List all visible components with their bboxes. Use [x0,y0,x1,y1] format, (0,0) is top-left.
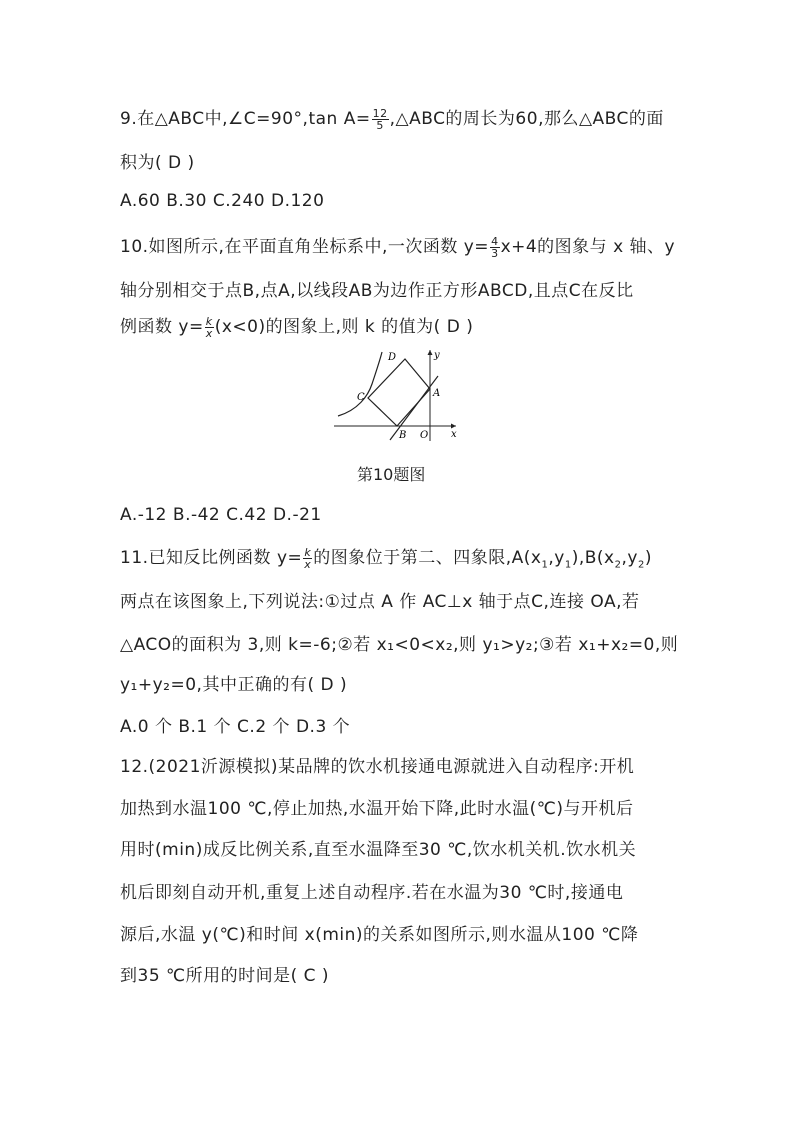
label-a: A [433,388,441,399]
q11-frac-den: x [304,557,312,571]
q11-l1-mid2: ),B(x [571,548,615,568]
linear-function-line [390,376,441,440]
q11-fraction [303,547,312,570]
q11-l1-suffix: 的图象位于第二、四象限,A(x [313,548,542,568]
q12-line-6: 到35 ℃所用的时间是( C ) [120,966,330,986]
q12-line-3: 用时(min)成反比例关系,直至水温降至30 ℃,饮水机关机.饮水机关 [120,840,637,860]
q11-l1-prefix: 11.已知反比例函数 y= [120,548,303,568]
q11-line-3: △ACO的面积为 3,则 k=-6;②若 x₁<0<x₂,则 y₁>y₂;③若 x₁+x₂=0,则 [120,635,679,655]
q11-sub-1: 1 [541,559,549,571]
hyperbola-curve [338,352,382,416]
q12-line-4: 机后即刻自动开机,重复上述自动程序.若在水温为30 ℃时,接通电 [120,883,624,903]
label-d: D [388,352,397,363]
q12-line-1: 12.(2021沂源模拟)某品牌的饮水机接通电源就进入自动程序:开机 [120,757,635,777]
q10-l3-fraction [205,316,214,339]
q10-line-3 [120,312,473,339]
q10-fraction [490,236,500,259]
q11-frac-num: k [304,545,312,559]
q9-frac-num: 12 [372,106,388,120]
q9-fraction [372,108,389,131]
q9-line-2: 积为( D ) [120,153,195,173]
q11-line-1 [120,543,652,570]
x-axis-arrow [451,424,456,429]
label-y: y [434,350,440,361]
q9-options: A.60 B.30 C.240 D.120 [120,191,325,211]
label-o: O [420,430,429,441]
q10-frac-num: 4 [491,234,499,248]
q10-line-2: 轴分别相交于点B,点A,以线段AB为边作正方形ABCD,且点C在反比 [120,281,634,301]
label-x: x [451,429,457,440]
q10-text-suffix: x+4的图象与 x 轴、y [500,237,676,257]
q10-line-1 [120,232,675,259]
q10-l3-frac-num: k [205,314,213,328]
q12-line-2: 加热到水温100 ℃,停止加热,水温开始下降,此时水温(℃)与开机后 [120,799,634,819]
q9-text-prefix: 9.在△ABC中,∠C=90°,tan A= [120,109,371,129]
q11-l1-mid3: ,y [621,548,638,568]
q10-figure-caption: 第10题图 [357,465,426,484]
q10-l3-prefix: 例函数 y= [120,317,204,337]
q10-options: A.-12 B.-42 C.42 D.-21 [120,505,322,525]
q9-line-1 [120,104,664,131]
label-c: C [357,392,365,403]
q11-line-2: 两点在该图象上,下列说法:①过点 A 作 AC⊥x 轴于点C,连接 OA,若 [120,592,640,612]
q10-l3-suffix: (x<0)的图象上,则 k 的值为( D ) [214,317,474,337]
q10-text-prefix: 10.如图所示,在平面直角坐标系中,一次函数 y= [120,237,490,257]
q10-l3-frac-den: x [205,326,213,340]
q10-frac-den: 3 [491,246,499,260]
q11-sub-2: 1 [564,559,572,571]
q11-sub-4: 2 [637,559,645,571]
label-b: B [399,430,407,441]
q9-frac-den: 5 [376,118,384,132]
q9-text-suffix: ,△ABC的周长为60,那么△ABC的面 [389,109,664,129]
q10-figure-square-on-axes [330,346,470,446]
q11-line-4: y₁+y₂=0,其中正确的有( D ) [120,675,348,695]
y-axis-arrow [428,350,433,355]
q11-l1-end: ) [644,548,652,568]
q11-options: A.0 个 B.1 个 C.2 个 D.3 个 [120,717,351,737]
q11-sub-3: 2 [614,559,622,571]
q11-l1-mid: ,y [548,548,565,568]
q12-line-5: 源后,水温 y(℃)和时间 x(min)的关系如图所示,则水温从100 ℃降 [120,925,639,945]
